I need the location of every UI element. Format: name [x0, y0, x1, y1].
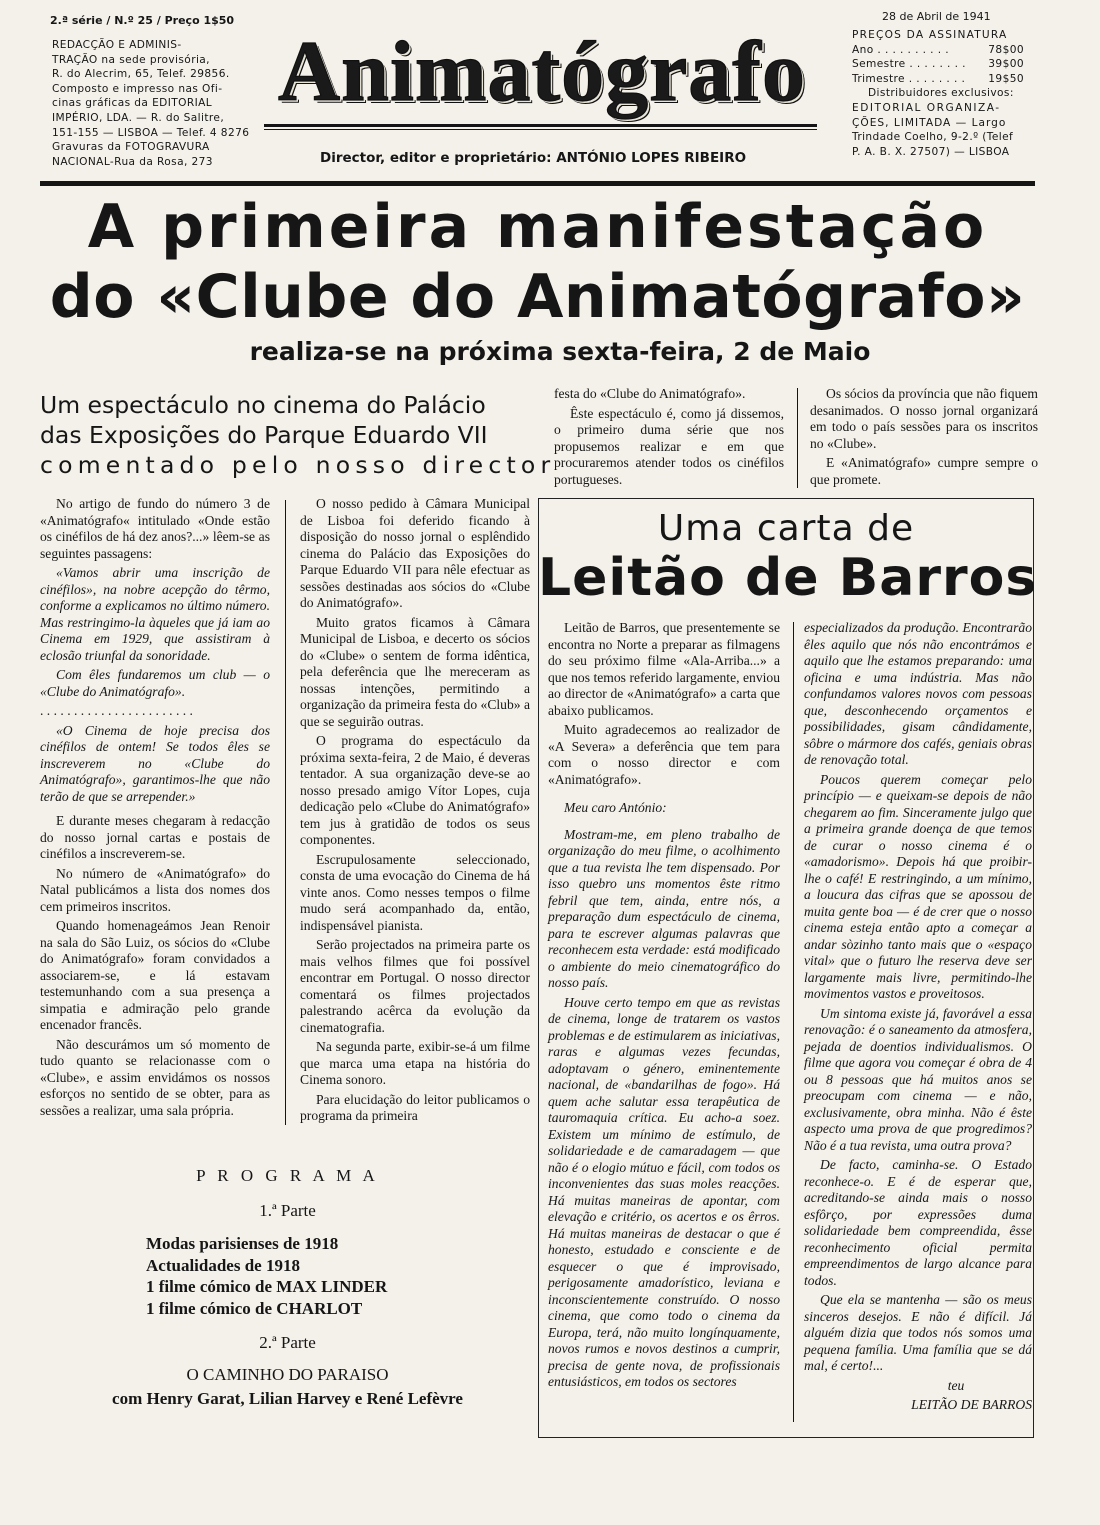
- subhead-line: das Exposições do Parque Eduardo VII: [40, 421, 488, 449]
- paragraph: Muito agradecemos ao realizador de «A Severa» a deferência que tem para com o nosso director e com «Animatógrafo».: [548, 722, 780, 787]
- editorial-line: REDACÇÃO E ADMINIS-: [52, 39, 182, 51]
- price-row: [852, 57, 1024, 72]
- programa-item: Modas parisienses de 1918: [146, 1234, 339, 1253]
- paragraph: No artigo de fundo do número 3 de «Animatógrafo« intitulado «Onde estão os cinéfilos de há dez anos?...» lêem-se as seguintes passagens:: [40, 496, 270, 561]
- programa-part-2: 2.ª Parte: [259, 1333, 316, 1352]
- letter-title-1: Uma carta de: [657, 508, 915, 549]
- editorial-line: cinas gráficas da EDITORIAL: [52, 97, 213, 110]
- quote: «Vamos abrir uma inscrição de cinéfilos», na nobre acepção do têrmo, conforme a explicamos no último número. Mas restringimo-la àqueles que já iam ao Cinema em 1929, que assistiram à eclosão triunfal da sonoridade.: [40, 565, 270, 663]
- programa-title: P R O G R A M A: [196, 1166, 379, 1185]
- editorial-line: R. do Alecrim, 65, Telef. 29856.: [52, 68, 230, 81]
- paragraph: No número de «Animatógrafo» do Natal publicámos a lista dos nomes dos cem primeiros inscritos.: [40, 865, 270, 914]
- paragraph: E «Animatógrafo» cumpre sempre o que promete.: [810, 455, 1038, 487]
- masthead-title: Animatógrafo: [278, 23, 806, 119]
- paragraph: De facto, caminha-se. O Estado reconhece-o. E é de esperar que, acreditando-se ainda mais o nosso esfôrço, por expressões duma solidariedade bem compreendida, êsse reconhecimento oficial permita empreendimentos de largo alcance para todos.: [804, 1157, 1032, 1288]
- price-label: Trimestre . . . . . . . .: [852, 72, 966, 85]
- paragraph: Não descurámos um só momento de tudo quanto se relacionasse com o «Clube», e assim envidámos os nossos esforços no sentido de se obter, para as sessões a realizar, uma sala própria.: [40, 1036, 270, 1118]
- paragraph: Êste espectáculo é, como já dissemos, o primeiro duma série que nos propusemos realizar e em que procuraremos atender todos os cinéfilos portugueses.: [554, 405, 784, 487]
- paragraph: Para elucidação do leitor publicamos o programa da primeira: [300, 1091, 530, 1123]
- price-value: 19$50: [988, 72, 1024, 85]
- distributors-line: Trindade Coelho, 9-2.º (Telef: [852, 131, 1014, 144]
- editorial-line: Composto e impresso nas Ofi-: [52, 82, 223, 95]
- letter-column-right: [804, 620, 1032, 1417]
- programa-item: 1 filme cómico de MAX LINDER: [146, 1277, 388, 1296]
- header-rule: [40, 181, 1035, 186]
- column-divider: [285, 500, 286, 1125]
- letter-closing: teu: [947, 1377, 965, 1393]
- price-row: [852, 43, 1024, 58]
- distributors-line: P. A. B. X. 27507) — LISBOA: [852, 145, 1010, 158]
- article-column-1: [40, 496, 270, 1122]
- issue-line: 2.ª série / N.º 25 / Preço 1$50: [50, 14, 235, 27]
- paragraph: Leitão de Barros, que presentemente se encontra no Norte a preparar as filmagens do seu próximo filme «Ala-Arriba...» a que nos temos referido largamente, enviou ao director de «Animatógrafo» a carta que abaixo publicamos.: [548, 620, 780, 718]
- quote: Com êles fundaremos um club — o «Clube do Animatógrafo».: [40, 667, 270, 699]
- price-label: Ano . . . . . . . . . .: [852, 43, 949, 56]
- salutation: Meu caro António:: [564, 800, 667, 815]
- paragraph: Mostram-me, em pleno trabalho de organização do meu filme, o acolhimento que a tua revista lhe tem dispensado. Por isso quebro uns momentos êste ritmo febril que tem, ainda, entre nós, a preparação dum espectáculo de cinema, para te escrever algumas palavras que reconhecem esta verdade: está modificado o ambiente do meio cinematográfico do nosso país.: [548, 826, 780, 990]
- paragraph: Um sintoma existe já, favorável a essa renovação: é o saneamento da atmosfera, pejada de doentios individualismos. O filme que agora vou começar é obra de 4 ou 8 pessoas que há muitos anos se preocupam com cinema — e não, exclusivamente, obra minha. Não é êste aspecto uma prova de que progredimos? Não é a tua revista, uma outra prova?: [804, 1005, 1032, 1153]
- paragraph: Serão projectados na primeira parte os mais velhos filmes que foi possível encontrar em Portugal. O nosso director comentará os filmes projectados palestrando acêrca da evolução da cinematografia.: [300, 937, 530, 1035]
- letter-body: [548, 800, 780, 1391]
- article-column-2: [300, 496, 530, 1128]
- paragraph: Houve certo tempo em que as revistas de cinema, longe de tratarem os vastos problemas e de estimularem as iniciativas, raras e algumas vezes fecundas, adoptavam o género, eminentemente nacional, de «bandarilhas de fogo». Há quem ache salutar essa terapêutica de tauromaquia crítica. Eu acho-a soez. Existem um mínimo de estímulo, de solidariedade e de camaradagem — que não é o elogio mútuo e fácil, com todos os inconvenientes das suas moles reacções. Há muitas maneiras de apontar, com elevação e critério, os acertos e os êrros. Há muitas maneiras de destacar o que é honesto, estudado e consciente e de esquecer o que é improvisado, perigosamente amadorístico, leviana e inconscientemente construído. O nosso cinema, que como todo o cinema da Europa, terá, não muito longínquamente, novos rumos e novos destinos a cumprir, precisa de gente nova, de profissionais entusiásticos, em todos os sectores: [548, 994, 780, 1389]
- editorial-line: NACIONAL-Rua da Rosa, 273: [52, 155, 213, 168]
- ellipsis-divider: . . . . . . . . . . . . . . . . . . . . . . .: [40, 703, 193, 718]
- paragraph: Escrupulosamente seleccionado, consta de uma evocação do Cinema de há vinte anos. Como nesses tempos o filme mudo será acompanhado da, então, indispensável pianista.: [300, 851, 530, 933]
- price-value: 39$00: [988, 58, 1024, 71]
- paragraph: Na segunda parte, exibir-se-á um filme que marca uma etapa na história do Cinema sonoro.: [300, 1039, 530, 1087]
- distributors-line: EDITORIAL ORGANIZA-: [852, 101, 1001, 114]
- masthead-rule: [264, 124, 817, 127]
- programa-cast: com Henry Garat, Lilian Harvey e René Lefèvre: [112, 1389, 463, 1408]
- masthead-rule-thin: [264, 129, 817, 130]
- paragraph: Muito gratos ficamos à Câmara Municipal de Lisboa, e decerto os sócios do «Clube» o sentem de forma idêntica, pela deferência que lhe mereceram as nossas intenções, permitindo a organização da primeira festa do «Club» a que se seguirão outras.: [300, 614, 530, 729]
- editorial-line: Gravuras da FOTOGRAVURA: [52, 141, 210, 154]
- programa-film: O CAMINHO DO PARAISO: [186, 1365, 389, 1384]
- director-line: Director, editor e proprietário: ANTÓNIO LOPES RIBEIRO: [320, 150, 747, 166]
- article-column-3-top: [554, 386, 784, 491]
- paragraph: especializados da produção. Encontrarão êles aquilo que nós não encontrámos e aquilo que lhe estamos preparando: uma oficina e uma indústria. Mas não confundamos valores novos com pessoas que, desconhecendo orçamentos e possibilidades, gisam cândidamente, sôbre o mármore dos cafés, geniais obras de renovação total.: [804, 620, 1032, 767]
- quote-block: [40, 565, 270, 700]
- programa-items: [40, 1233, 535, 1319]
- letter-column-left: [548, 620, 780, 1394]
- article-column-4-top: [810, 386, 1038, 491]
- programa-block: [40, 1166, 535, 1409]
- paragraph: Quando homenageámos Jean Renoir na sala do São Luiz, os sócios do «Clube do Animatógrafo» foram convidados a associarem-se, e lá estavam testemunhando com a sua presença a simpatia e admiração pelo grande encenador francês.: [40, 918, 270, 1032]
- quote-block: [40, 723, 270, 806]
- price-label: Semestre . . . . . . . .: [852, 58, 966, 71]
- programa-item: 1 filme cómico de CHARLOT: [146, 1298, 363, 1318]
- headline-line-3: realiza-se na próxima sexta-feira, 2 de Maio: [249, 337, 871, 366]
- price-value: 78$00: [988, 43, 1024, 56]
- subhead: [40, 390, 556, 480]
- paragraph: Os sócios da província que não fiquem desanimados. O nosso jornal organizará em todo o país sessões para os inscritos no «Clube».: [810, 386, 1038, 451]
- editorial-info: [52, 38, 250, 169]
- distributors-line: ÇÕES, LIMITADA — Largo: [852, 116, 1007, 129]
- paragraph: Poucos querem começar pelo princípio — e queixam-se depois de não chegarem ao fim. Sinceramente julgo que a primeira grande doença de que temos de curar o nosso cinema é o «amadorismo». Depois há que proibir-lhe o café! E restringindo, a um mínimo, a loucura das cifras que se apossou de muita gente boa — é de crer que o nosso cinema esteja então apto a começar a andar sòzinho tanto mais que o «espaço vital» que o futuro lhe reserva deve ser largamente mais livre, permitindo-lhe movimentos vastos e proveitosos.: [804, 771, 1032, 1001]
- price-row: [852, 72, 1024, 87]
- subhead-line: comentado pelo nosso director: [40, 451, 556, 479]
- prices-title: PREÇOS DA ASSINATURA: [852, 29, 1008, 41]
- paragraph: E durante meses chegaram à redacção do nosso jornal cartas e postais de cinéfilos a inscreverem-se.: [40, 813, 270, 861]
- subscription-prices: [852, 28, 1024, 159]
- paragraph: festa do «Clube do Animatógrafo».: [554, 386, 746, 401]
- paragraph: O programa do espectáculo da próxima sexta-feira, 2 de Maio, é deveras tentador. A sua organização deve-se ao nosso presado amigo Vítor Lopes, cuja dedicação pelo «Clube do Animatógrafo» tem jus à gratidão de todos os seus componentes.: [300, 733, 530, 847]
- distributors-line: Distribuidores exclusivos:: [868, 87, 1014, 100]
- editorial-line: IMPÉRIO, LDA. — R. do Salitre,: [52, 111, 225, 124]
- headline-line-1: A primeira manifestação: [87, 192, 988, 262]
- subhead-line: Um espectáculo no cinema do Palácio: [40, 391, 486, 419]
- issue-date: 28 de Abril de 1941: [882, 10, 991, 23]
- quote: «O Cinema de hoje precisa dos cinéfilos de ontem! Se todos êles se inscreverem no «Clube do Animatógrafo», garantimos-lhe que não terão de que se arrepender.»: [40, 722, 270, 804]
- headline-line-2: do «Clube do Animatógrafo»: [49, 262, 1026, 332]
- editorial-line: TRAÇÃO na sede provisória,: [52, 53, 210, 66]
- letter-signature: LEITÃO DE BARROS: [911, 1397, 1032, 1412]
- paragraph: O nosso pedido à Câmara Municipal de Lisboa foi deferido ficando à disposição do nosso jornal o esplêndido cinema do Palácio das Exposições do Parque Eduardo VII para nêle efectuar as sessões destinadas aos sócios do «Clube do Animatógrafo».: [300, 496, 530, 610]
- paragraph: Que ela se mantenha — são os meus sinceros desejos. E não é difícil. Já alguém dizia que todos nós somos uma pequena família. Uma família que se dá mal, é certo!...: [804, 1292, 1032, 1373]
- column-divider: [793, 622, 794, 1422]
- editorial-line: 151-155 — LISBOA — Telef. 4 8276: [52, 126, 250, 139]
- column-divider: [797, 388, 798, 488]
- letter-title-2: Leitão de Barros: [538, 548, 1038, 608]
- programa-item: Actualidades de 1918: [146, 1255, 300, 1275]
- programa-part-1: 1.ª Parte: [259, 1201, 316, 1220]
